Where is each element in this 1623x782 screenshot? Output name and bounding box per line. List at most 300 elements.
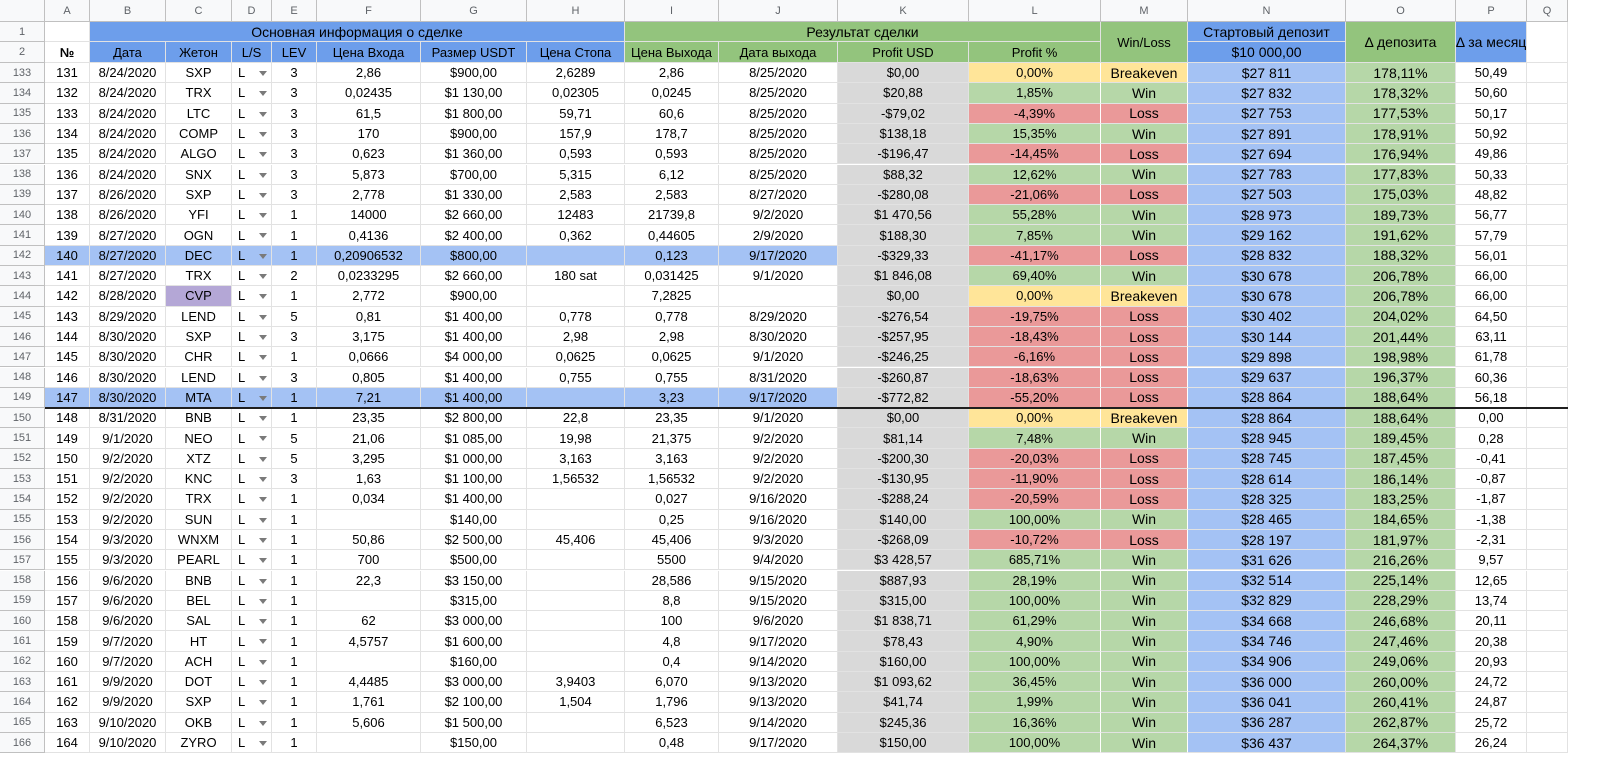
exit-date-cell[interactable]: 9/15/2020 <box>719 591 838 611</box>
deposit-cell[interactable]: $34 668 <box>1188 611 1346 631</box>
win-loss-cell[interactable]: Win <box>1101 83 1188 103</box>
exit-price-cell[interactable]: 7,2825 <box>625 286 719 306</box>
entry-price-cell[interactable]: 170 <box>317 124 421 144</box>
entry-price-cell[interactable] <box>317 591 421 611</box>
profit-percent-cell[interactable]: -18,43% <box>969 327 1101 347</box>
size-usdt-cell[interactable]: $1 100,00 <box>421 469 527 489</box>
row-header[interactable]: 151 <box>0 428 45 448</box>
trade-date[interactable]: 9/9/2020 <box>90 672 166 692</box>
profit-percent-cell[interactable]: 69,40% <box>969 266 1101 286</box>
size-usdt-cell[interactable]: $3 150,00 <box>421 571 527 591</box>
win-loss-cell[interactable]: Loss <box>1101 449 1188 469</box>
size-usdt-cell[interactable]: $1 400,00 <box>421 489 527 509</box>
trade-date[interactable]: 9/2/2020 <box>90 469 166 489</box>
profit-percent-cell[interactable]: 61,29% <box>969 611 1101 631</box>
profit-usd-cell[interactable]: $140,00 <box>838 510 969 530</box>
delta-month-cell[interactable]: 13,74 <box>1456 591 1527 611</box>
chevron-down-icon[interactable] <box>259 721 267 726</box>
profit-usd-cell[interactable]: -$130,95 <box>838 469 969 489</box>
delta-month-cell[interactable]: 24,72 <box>1456 672 1527 692</box>
chevron-down-icon[interactable] <box>259 274 267 279</box>
token-cell[interactable]: OKB <box>166 713 232 733</box>
empty-cell-q[interactable] <box>1527 692 1568 712</box>
profit-usd-cell[interactable]: $81,14 <box>838 428 969 448</box>
exit-price-cell[interactable]: 0,44605 <box>625 225 719 245</box>
stop-price-cell[interactable] <box>527 713 625 733</box>
chevron-down-icon[interactable] <box>259 233 267 238</box>
exit-date-cell[interactable]: 9/17/2020 <box>719 246 838 266</box>
deposit-cell[interactable]: $27 753 <box>1188 104 1346 124</box>
profit-percent-cell[interactable]: 0,00% <box>969 408 1101 428</box>
deposit-cell[interactable]: $27 503 <box>1188 185 1346 205</box>
trade-date[interactable]: 8/29/2020 <box>90 307 166 327</box>
delta-month-cell[interactable]: -1,87 <box>1456 489 1527 509</box>
entry-price-cell[interactable]: 14000 <box>317 205 421 225</box>
exit-price-cell[interactable]: 6,12 <box>625 165 719 185</box>
delta-deposit-cell[interactable]: 187,45% <box>1346 449 1456 469</box>
leverage-cell[interactable]: 1 <box>272 246 317 266</box>
trade-date[interactable]: 8/26/2020 <box>90 185 166 205</box>
profit-usd-cell[interactable]: $41,74 <box>838 692 969 712</box>
deposit-cell[interactable]: $28 197 <box>1188 530 1346 550</box>
profit-usd-cell[interactable]: $20,88 <box>838 83 969 103</box>
exit-date-cell[interactable]: 8/25/2020 <box>719 144 838 164</box>
stop-price-cell[interactable] <box>527 388 625 408</box>
chevron-down-icon[interactable] <box>259 112 267 117</box>
chevron-down-icon[interactable] <box>259 396 267 401</box>
empty-cell-q[interactable] <box>1527 246 1568 266</box>
row-header[interactable]: 137 <box>0 144 45 164</box>
leverage-cell[interactable]: 5 <box>272 307 317 327</box>
entry-price-cell[interactable] <box>317 652 421 672</box>
row-header-2[interactable]: 2 <box>0 42 45 63</box>
empty-cell-q[interactable] <box>1527 63 1568 83</box>
delta-month-cell[interactable]: 0,00 <box>1456 408 1527 428</box>
win-loss-cell[interactable]: Loss <box>1101 246 1188 266</box>
exit-price-cell[interactable]: 28,586 <box>625 571 719 591</box>
profit-percent-cell[interactable]: -55,20% <box>969 388 1101 408</box>
stop-price-cell[interactable] <box>527 571 625 591</box>
exit-date-cell[interactable]: 8/31/2020 <box>719 368 838 388</box>
delta-deposit-cell[interactable]: 176,94% <box>1346 144 1456 164</box>
delta-month-cell[interactable]: 60,36 <box>1456 368 1527 388</box>
empty-cell-q[interactable] <box>1527 368 1568 388</box>
delta-month-cell[interactable]: 50,60 <box>1456 83 1527 103</box>
token-cell[interactable]: SNX <box>166 165 232 185</box>
entry-price-cell[interactable]: 0,805 <box>317 368 421 388</box>
delta-month-cell[interactable]: 61,78 <box>1456 347 1527 367</box>
win-loss-cell[interactable]: Loss <box>1101 368 1188 388</box>
exit-date-cell[interactable]: 9/15/2020 <box>719 571 838 591</box>
profit-usd-cell[interactable]: $1 093,62 <box>838 672 969 692</box>
column-header-j[interactable]: J <box>719 0 838 22</box>
chevron-down-icon[interactable] <box>259 457 267 462</box>
exit-price-cell[interactable]: 2,583 <box>625 185 719 205</box>
long-short-dropdown[interactable]: L <box>232 124 272 144</box>
token-cell[interactable]: SXP <box>166 185 232 205</box>
deposit-cell[interactable]: $28 325 <box>1188 489 1346 509</box>
deposit-cell[interactable]: $34 906 <box>1188 652 1346 672</box>
delta-deposit-cell[interactable]: 178,32% <box>1346 83 1456 103</box>
row-header[interactable]: 161 <box>0 631 45 651</box>
leverage-cell[interactable]: 1 <box>272 205 317 225</box>
win-loss-cell[interactable]: Win <box>1101 652 1188 672</box>
trade-date[interactable]: 9/10/2020 <box>90 713 166 733</box>
empty-cell-q[interactable] <box>1527 428 1568 448</box>
win-loss-cell[interactable]: Loss <box>1101 144 1188 164</box>
win-loss-cell[interactable]: Win <box>1101 591 1188 611</box>
trade-date[interactable]: 8/31/2020 <box>90 408 166 428</box>
row-header[interactable]: 139 <box>0 185 45 205</box>
trade-date[interactable]: 9/7/2020 <box>90 652 166 672</box>
trade-number[interactable]: 160 <box>45 652 90 672</box>
trade-number[interactable]: 150 <box>45 449 90 469</box>
deposit-cell[interactable]: $30 678 <box>1188 286 1346 306</box>
profit-usd-cell[interactable]: $160,00 <box>838 652 969 672</box>
long-short-dropdown[interactable]: L <box>232 733 272 753</box>
leverage-cell[interactable]: 1 <box>272 225 317 245</box>
row-header[interactable]: 146 <box>0 327 45 347</box>
size-usdt-cell[interactable]: $1 330,00 <box>421 185 527 205</box>
stop-price-cell[interactable]: 0,02305 <box>527 83 625 103</box>
entry-price-cell[interactable]: 4,4485 <box>317 672 421 692</box>
row-header[interactable]: 133 <box>0 63 45 83</box>
size-usdt-cell[interactable]: $160,00 <box>421 652 527 672</box>
profit-percent-cell[interactable]: -10,72% <box>969 530 1101 550</box>
exit-date-cell[interactable]: 8/29/2020 <box>719 307 838 327</box>
win-loss-cell[interactable]: Loss <box>1101 469 1188 489</box>
row-header[interactable]: 157 <box>0 550 45 570</box>
stop-price-cell[interactable]: 1,56532 <box>527 469 625 489</box>
profit-usd-cell[interactable]: -$276,54 <box>838 307 969 327</box>
empty-cell-q[interactable] <box>1527 713 1568 733</box>
profit-percent-cell[interactable]: 100,00% <box>969 510 1101 530</box>
exit-price-cell[interactable]: 0,778 <box>625 307 719 327</box>
token-cell[interactable]: BNB <box>166 571 232 591</box>
trade-date[interactable]: 9/6/2020 <box>90 591 166 611</box>
chevron-down-icon[interactable] <box>259 436 267 441</box>
size-usdt-cell[interactable]: $1 400,00 <box>421 307 527 327</box>
trade-number[interactable]: 151 <box>45 469 90 489</box>
exit-date-cell[interactable]: 2/9/2020 <box>719 225 838 245</box>
exit-price-cell[interactable]: 60,6 <box>625 104 719 124</box>
exit-price-cell[interactable]: 6,070 <box>625 672 719 692</box>
trade-number[interactable]: 157 <box>45 591 90 611</box>
chevron-down-icon[interactable] <box>259 335 267 340</box>
empty-cell-q[interactable] <box>1527 185 1568 205</box>
leverage-cell[interactable]: 3 <box>272 63 317 83</box>
chevron-down-icon[interactable] <box>259 213 267 218</box>
exit-price-cell[interactable]: 2,86 <box>625 63 719 83</box>
stop-price-cell[interactable]: 2,6289 <box>527 63 625 83</box>
entry-price-cell[interactable]: 62 <box>317 611 421 631</box>
exit-price-cell[interactable]: 5500 <box>625 550 719 570</box>
chevron-down-icon[interactable] <box>259 91 267 96</box>
leverage-cell[interactable]: 3 <box>272 469 317 489</box>
long-short-dropdown[interactable]: L <box>232 205 272 225</box>
entry-price-cell[interactable]: 7,21 <box>317 388 421 408</box>
leverage-cell[interactable]: 1 <box>272 713 317 733</box>
profit-percent-cell[interactable]: -20,03% <box>969 449 1101 469</box>
trade-number[interactable]: 138 <box>45 205 90 225</box>
empty-cell-q[interactable] <box>1527 144 1568 164</box>
token-cell[interactable]: SUN <box>166 510 232 530</box>
delta-deposit-cell[interactable]: 247,46% <box>1346 631 1456 651</box>
profit-percent-cell[interactable]: -19,75% <box>969 307 1101 327</box>
empty-cell-q[interactable] <box>1527 672 1568 692</box>
win-loss-cell[interactable]: Loss <box>1101 185 1188 205</box>
trade-number[interactable]: 135 <box>45 144 90 164</box>
profit-percent-cell[interactable]: -4,39% <box>969 104 1101 124</box>
deposit-cell[interactable]: $32 514 <box>1188 571 1346 591</box>
empty-cell-q[interactable] <box>1527 347 1568 367</box>
trade-number[interactable]: 146 <box>45 368 90 388</box>
win-loss-cell[interactable]: Win <box>1101 733 1188 753</box>
delta-month-cell[interactable]: 25,72 <box>1456 713 1527 733</box>
delta-month-cell[interactable]: -0,41 <box>1456 449 1527 469</box>
trade-date[interactable]: 8/27/2020 <box>90 266 166 286</box>
trade-number[interactable]: 144 <box>45 327 90 347</box>
leverage-cell[interactable]: 3 <box>272 185 317 205</box>
delta-month-cell[interactable]: -1,38 <box>1456 510 1527 530</box>
profit-usd-cell[interactable]: -$772,82 <box>838 388 969 408</box>
stop-price-cell[interactable]: 157,9 <box>527 124 625 144</box>
column-header-e[interactable]: E <box>272 0 317 22</box>
empty-cell-q[interactable] <box>1527 408 1568 428</box>
size-usdt-cell[interactable]: $2 400,00 <box>421 225 527 245</box>
delta-deposit-cell[interactable]: 260,00% <box>1346 672 1456 692</box>
trade-number[interactable]: 161 <box>45 672 90 692</box>
token-cell[interactable]: KNC <box>166 469 232 489</box>
stop-price-cell[interactable]: 0,362 <box>527 225 625 245</box>
long-short-dropdown[interactable]: L <box>232 307 272 327</box>
long-short-dropdown[interactable]: L <box>232 489 272 509</box>
exit-price-cell[interactable]: 0,027 <box>625 489 719 509</box>
trade-date[interactable]: 8/30/2020 <box>90 388 166 408</box>
entry-price-cell[interactable]: 0,4136 <box>317 225 421 245</box>
row-header[interactable]: 145 <box>0 307 45 327</box>
long-short-dropdown[interactable]: L <box>232 550 272 570</box>
token-cell[interactable]: PEARL <box>166 550 232 570</box>
chevron-down-icon[interactable] <box>259 497 267 502</box>
trade-number[interactable]: 140 <box>45 246 90 266</box>
size-usdt-cell[interactable]: $900,00 <box>421 63 527 83</box>
profit-usd-cell[interactable]: -$246,25 <box>838 347 969 367</box>
stop-price-cell[interactable] <box>527 591 625 611</box>
entry-price-cell[interactable]: 50,86 <box>317 530 421 550</box>
deposit-cell[interactable]: $36 287 <box>1188 713 1346 733</box>
exit-price-cell[interactable]: 0,25 <box>625 510 719 530</box>
long-short-dropdown[interactable]: L <box>232 449 272 469</box>
win-loss-cell[interactable]: Win <box>1101 672 1188 692</box>
profit-percent-cell[interactable]: 4,90% <box>969 631 1101 651</box>
win-loss-cell[interactable]: Win <box>1101 428 1188 448</box>
column-header-l[interactable]: L <box>969 0 1101 22</box>
row-header[interactable]: 148 <box>0 368 45 388</box>
empty-cell-q[interactable] <box>1527 327 1568 347</box>
delta-deposit-cell[interactable]: 228,29% <box>1346 591 1456 611</box>
entry-price-cell[interactable]: 0,20906532 <box>317 246 421 266</box>
row-header[interactable]: 144 <box>0 286 45 306</box>
exit-price-cell[interactable]: 6,523 <box>625 713 719 733</box>
long-short-dropdown[interactable]: L <box>232 165 272 185</box>
delta-month-cell[interactable]: 24,87 <box>1456 692 1527 712</box>
token-cell[interactable]: CVP <box>166 286 232 306</box>
deposit-cell[interactable]: $30 402 <box>1188 307 1346 327</box>
column-header-b[interactable]: B <box>90 0 166 22</box>
win-loss-cell[interactable]: Breakeven <box>1101 408 1188 428</box>
long-short-dropdown[interactable]: L <box>232 185 272 205</box>
delta-deposit-cell[interactable]: 184,65% <box>1346 510 1456 530</box>
win-loss-cell[interactable]: Win <box>1101 205 1188 225</box>
long-short-dropdown[interactable]: L <box>232 266 272 286</box>
token-cell[interactable]: COMP <box>166 124 232 144</box>
chevron-down-icon[interactable] <box>259 173 267 178</box>
delta-deposit-cell[interactable]: 201,44% <box>1346 327 1456 347</box>
column-header-f[interactable]: F <box>317 0 421 22</box>
row-header[interactable]: 142 <box>0 246 45 266</box>
token-cell[interactable]: LEND <box>166 307 232 327</box>
stop-price-cell[interactable] <box>527 246 625 266</box>
trade-number[interactable]: 133 <box>45 104 90 124</box>
entry-price-cell[interactable]: 2,772 <box>317 286 421 306</box>
chevron-down-icon[interactable] <box>259 71 267 76</box>
token-cell[interactable]: SXP <box>166 63 232 83</box>
long-short-dropdown[interactable]: L <box>232 428 272 448</box>
exit-price-cell[interactable]: 0,593 <box>625 144 719 164</box>
row-header[interactable]: 141 <box>0 225 45 245</box>
exit-date-cell[interactable]: 8/27/2020 <box>719 185 838 205</box>
delta-deposit-cell[interactable]: 186,14% <box>1346 469 1456 489</box>
leverage-cell[interactable]: 3 <box>272 327 317 347</box>
token-cell[interactable]: MTA <box>166 388 232 408</box>
exit-date-cell[interactable]: 8/25/2020 <box>719 83 838 103</box>
chevron-down-icon[interactable] <box>259 477 267 482</box>
profit-percent-cell[interactable]: 100,00% <box>969 652 1101 672</box>
entry-price-cell[interactable]: 5,873 <box>317 165 421 185</box>
delta-month-cell[interactable]: 64,50 <box>1456 307 1527 327</box>
delta-deposit-cell[interactable]: 260,41% <box>1346 692 1456 712</box>
stop-price-cell[interactable]: 59,71 <box>527 104 625 124</box>
exit-date-cell[interactable]: 9/13/2020 <box>719 692 838 712</box>
deposit-cell[interactable]: $27 783 <box>1188 165 1346 185</box>
column-header-q[interactable]: Q <box>1527 0 1568 22</box>
entry-price-cell[interactable]: 21,06 <box>317 428 421 448</box>
trade-number[interactable]: 139 <box>45 225 90 245</box>
exit-date-cell[interactable]: 9/14/2020 <box>719 652 838 672</box>
leverage-cell[interactable]: 3 <box>272 144 317 164</box>
delta-deposit-cell[interactable]: 188,64% <box>1346 388 1456 408</box>
token-cell[interactable]: ALGO <box>166 144 232 164</box>
chevron-down-icon[interactable] <box>259 538 267 543</box>
size-usdt-cell[interactable]: $800,00 <box>421 246 527 266</box>
delta-deposit-cell[interactable]: 178,11% <box>1346 63 1456 83</box>
profit-percent-cell[interactable]: 55,28% <box>969 205 1101 225</box>
size-usdt-cell[interactable]: $2 660,00 <box>421 205 527 225</box>
win-loss-cell[interactable]: Loss <box>1101 327 1188 347</box>
token-cell[interactable]: ZYRO <box>166 733 232 753</box>
profit-percent-cell[interactable]: -14,45% <box>969 144 1101 164</box>
row-header[interactable]: 166 <box>0 733 45 753</box>
delta-deposit-cell[interactable]: 188,32% <box>1346 246 1456 266</box>
delta-month-cell[interactable]: 48,82 <box>1456 185 1527 205</box>
delta-deposit-cell[interactable]: 177,53% <box>1346 104 1456 124</box>
exit-date-cell[interactable]: 8/30/2020 <box>719 327 838 347</box>
win-loss-cell[interactable]: Win <box>1101 631 1188 651</box>
trade-number[interactable]: 158 <box>45 611 90 631</box>
trade-date[interactable]: 9/7/2020 <box>90 631 166 651</box>
size-usdt-cell[interactable]: $1 500,00 <box>421 713 527 733</box>
win-loss-cell[interactable]: Win <box>1101 611 1188 631</box>
trade-date[interactable]: 8/30/2020 <box>90 347 166 367</box>
empty-cell-q[interactable] <box>1527 530 1568 550</box>
long-short-dropdown[interactable]: L <box>232 388 272 408</box>
chevron-down-icon[interactable] <box>259 294 267 299</box>
leverage-cell[interactable]: 3 <box>272 368 317 388</box>
long-short-dropdown[interactable]: L <box>232 368 272 388</box>
column-header-c[interactable]: C <box>166 0 232 22</box>
delta-month-cell[interactable]: -2,31 <box>1456 530 1527 550</box>
delta-deposit-cell[interactable]: 249,06% <box>1346 652 1456 672</box>
delta-month-cell[interactable]: -0,87 <box>1456 469 1527 489</box>
profit-usd-cell[interactable]: -$288,24 <box>838 489 969 509</box>
delta-month-cell[interactable]: 49,86 <box>1456 144 1527 164</box>
deposit-cell[interactable]: $27 832 <box>1188 83 1346 103</box>
empty-cell-q[interactable] <box>1527 388 1568 408</box>
profit-usd-cell[interactable]: $315,00 <box>838 591 969 611</box>
empty-cell-q[interactable] <box>1527 205 1568 225</box>
deposit-cell[interactable]: $28 465 <box>1188 510 1346 530</box>
size-usdt-cell[interactable]: $900,00 <box>421 124 527 144</box>
trade-date[interactable]: 8/24/2020 <box>90 104 166 124</box>
delta-month-cell[interactable]: 26,24 <box>1456 733 1527 753</box>
trade-date[interactable]: 8/30/2020 <box>90 368 166 388</box>
entry-price-cell[interactable]: 2,86 <box>317 63 421 83</box>
trade-date[interactable]: 8/24/2020 <box>90 165 166 185</box>
chevron-down-icon[interactable] <box>259 579 267 584</box>
token-cell[interactable]: BNB <box>166 408 232 428</box>
size-usdt-cell[interactable]: $140,00 <box>421 510 527 530</box>
token-cell[interactable]: CHR <box>166 347 232 367</box>
size-usdt-cell[interactable]: $1 600,00 <box>421 631 527 651</box>
win-loss-cell[interactable]: Win <box>1101 510 1188 530</box>
stop-price-cell[interactable]: 0,778 <box>527 307 625 327</box>
stop-price-cell[interactable]: 5,315 <box>527 165 625 185</box>
delta-deposit-cell[interactable]: 196,37% <box>1346 368 1456 388</box>
stop-price-cell[interactable] <box>527 631 625 651</box>
size-usdt-cell[interactable]: $3 000,00 <box>421 672 527 692</box>
entry-price-cell[interactable]: 3,295 <box>317 449 421 469</box>
win-loss-cell[interactable]: Loss <box>1101 530 1188 550</box>
exit-date-cell[interactable]: 9/1/2020 <box>719 266 838 286</box>
row-header[interactable]: 159 <box>0 591 45 611</box>
exit-price-cell[interactable]: 0,031425 <box>625 266 719 286</box>
long-short-dropdown[interactable]: L <box>232 246 272 266</box>
profit-usd-cell[interactable]: $1 470,56 <box>838 205 969 225</box>
row-header[interactable]: 165 <box>0 713 45 733</box>
win-loss-cell[interactable]: Loss <box>1101 489 1188 509</box>
profit-percent-cell[interactable]: 1,99% <box>969 692 1101 712</box>
size-usdt-cell[interactable]: $2 500,00 <box>421 530 527 550</box>
win-loss-cell[interactable]: Win <box>1101 266 1188 286</box>
entry-price-cell[interactable] <box>317 733 421 753</box>
stop-price-cell[interactable] <box>527 611 625 631</box>
entry-price-cell[interactable] <box>317 510 421 530</box>
trade-number[interactable]: 163 <box>45 713 90 733</box>
delta-month-cell[interactable]: 66,00 <box>1456 266 1527 286</box>
exit-date-cell[interactable]: 8/25/2020 <box>719 124 838 144</box>
exit-date-cell[interactable]: 9/1/2020 <box>719 347 838 367</box>
